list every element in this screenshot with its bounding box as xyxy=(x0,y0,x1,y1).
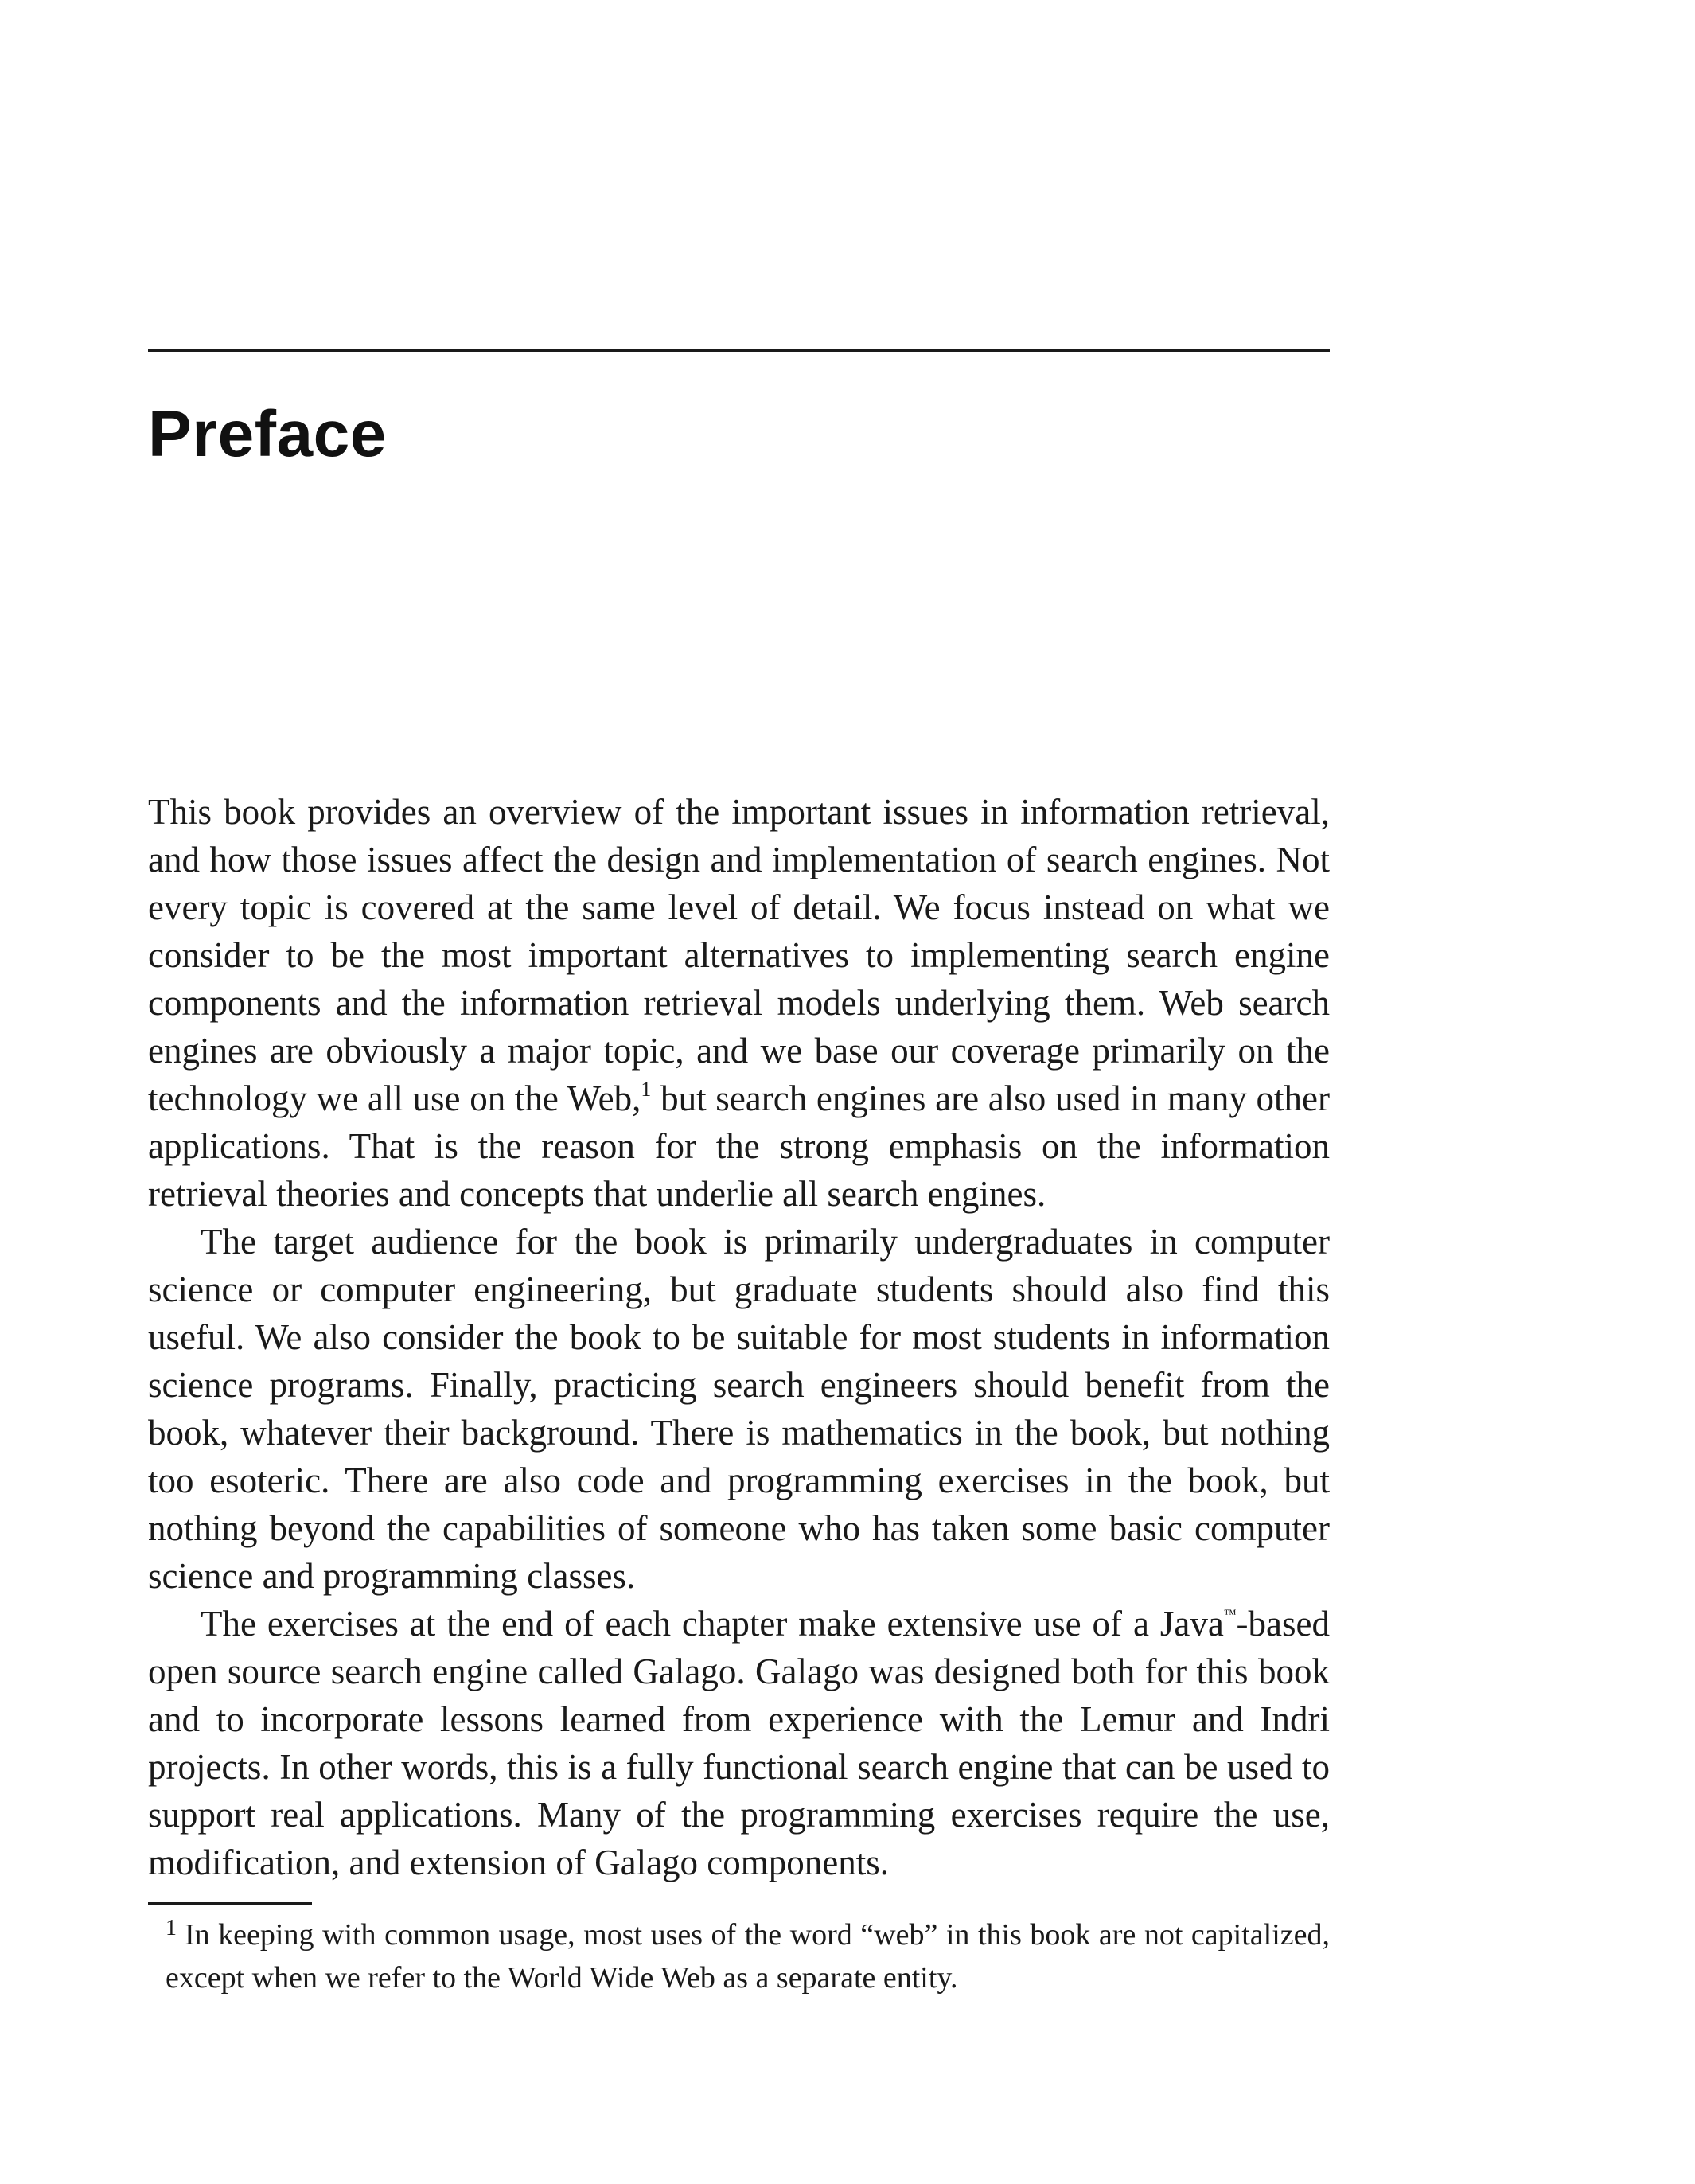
footnote-rule xyxy=(148,1902,312,1905)
paragraph-1 xyxy=(148,788,1330,1218)
footnote xyxy=(166,1913,1330,1999)
paragraph-3-text-a: The exercises at the end of each chapter make extensive use of a Java xyxy=(201,1604,1224,1644)
footnote-reference: 1 xyxy=(641,1078,652,1101)
footnote-mark: 1 xyxy=(166,1916,177,1940)
trademark-symbol: ™ xyxy=(1223,1608,1237,1621)
page-title: Preface xyxy=(148,398,387,470)
paragraph-3 xyxy=(148,1600,1330,1886)
paragraph-1-text-a: This book provides an overview of the important issues in information retrieval, and how those issues affect the design and implementation of search engines. Not every topic is covered at the same level of detail. We focus instead on what we consider to be the most important alternatives to implementing search engine components and the information retrieval models underlying them. Web search engines are obviously a major topic, and we base our coverage primarily on the technology we all use on the Web, xyxy=(148,792,1330,1118)
body-text xyxy=(148,788,1330,1886)
paragraph-2: The target audience for the book is primarily undergraduates in computer science or computer engineering, but graduate students should also find this useful. We also consider the book to be suitable for most students in information science programs. Finally, practicing search engineers should benefit from the book, whatever their background. There is mathematics in the book, but nothing too esoteric. There are also code and programming exercises in the book, but nothing beyond the capabilities of someone who has taken some basic computer science and programming classes. xyxy=(148,1222,1330,1596)
footnote-text: In keeping with common usage, most uses of the word “web” in this book are not capitalized, except when we refer to the World Wide Web as a separate entity. xyxy=(166,1918,1330,1995)
paragraph-1-text-b: but search engines are also used in many other applications. That is the reason for the strong emphasis on the information retrieval theories and concepts that underlie all search engines. xyxy=(148,1078,1330,1214)
chapter-rule xyxy=(148,349,1330,352)
paragraph-3-text-b: -based open source search engine called Galago. Galago was designed both for this book and to incorporate lessons learned from experience with the Lemur and Indri projects. In other words, this is a fully functional search engine that can be used to support real applications. Many of the programming exercises require the use, modification, and extension of Galago components. xyxy=(148,1604,1330,1882)
